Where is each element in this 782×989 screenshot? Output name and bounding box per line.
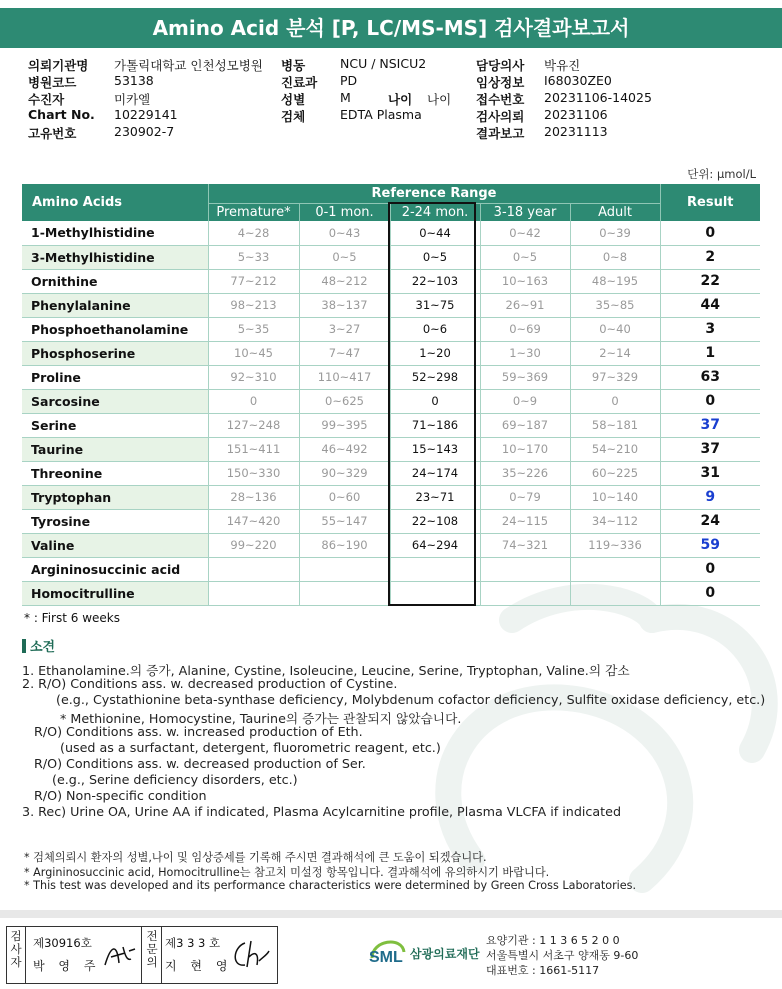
result-value: 0 xyxy=(660,581,760,605)
info-label: 임상정보 xyxy=(476,75,525,90)
report-title: Amino Acid 분석 [P, LC/MS-MS] 검사결과보고서 xyxy=(0,8,782,48)
info-label: 진료과 xyxy=(281,75,318,90)
reference-range-cell: 110~417 xyxy=(299,365,390,389)
age-value: 나이 xyxy=(427,92,452,107)
amino-acid-name: Ornithine xyxy=(22,269,208,293)
amino-acid-name: Taurine xyxy=(22,437,208,461)
reference-range-cell xyxy=(570,581,660,605)
reference-range-cell: 22~103 xyxy=(390,269,480,293)
report-notes xyxy=(24,849,636,894)
reference-range-cell: 0 xyxy=(390,389,480,413)
reference-range-cell: 69~187 xyxy=(480,413,570,437)
reference-range-cell: 147~420 xyxy=(208,509,299,533)
finding-line: R/O) Conditions ass. w. increased production of Eth. xyxy=(34,724,363,739)
unit-label: 단위: µmol/L xyxy=(687,167,756,181)
result-value: 2 xyxy=(660,245,760,269)
reference-range-cell: 35~226 xyxy=(480,461,570,485)
amino-acid-name: Phenylalanine xyxy=(22,293,208,317)
info-value: 20231106-14025 xyxy=(544,90,652,105)
reference-range-cell: 0~8 xyxy=(570,245,660,269)
reference-range-cell: 24~115 xyxy=(480,509,570,533)
reference-range-cell xyxy=(299,557,390,581)
info-value: 가톨릭대학교 인천성모병원 xyxy=(114,58,263,73)
reference-range-cell: 90~329 xyxy=(299,461,390,485)
reference-range-cell xyxy=(299,581,390,605)
reference-range-cell: 48~212 xyxy=(299,269,390,293)
lab-code: 요양기관 : 1 1 3 6 5 2 0 0 xyxy=(486,934,620,947)
finding-line: 2. R/O) Conditions ass. w. decreased production of Cystine. xyxy=(22,676,398,691)
signature-scribble xyxy=(229,937,271,973)
reference-range-cell: 74~321 xyxy=(480,533,570,557)
info-value: 20231106 xyxy=(544,107,608,122)
amino-acid-name: Sarcosine xyxy=(22,389,208,413)
result-value: 44 xyxy=(660,293,760,317)
signer-role-label: 검사자 xyxy=(10,929,22,969)
reference-range-cell: 54~210 xyxy=(570,437,660,461)
reference-range-cell: 59~369 xyxy=(480,365,570,389)
info-label: 검체 xyxy=(281,109,306,124)
reference-range-cell: 26~91 xyxy=(480,293,570,317)
reference-range-cell: 97~329 xyxy=(570,365,660,389)
reference-range-cell: 52~298 xyxy=(390,365,480,389)
lab-name: 삼광의료재단 xyxy=(410,947,480,961)
finding-line: (used as a surfactant, detergent, fluorometric reagent, etc.) xyxy=(60,740,441,755)
patient-info xyxy=(28,56,768,141)
reference-range-cell: 119~336 xyxy=(570,533,660,557)
finding-line: R/O) Non-specific condition xyxy=(34,788,207,803)
amino-acids-header: Amino Acids xyxy=(32,195,123,210)
result-value: 1 xyxy=(660,341,760,365)
reference-range-cell: 3~27 xyxy=(299,317,390,341)
result-value: 31 xyxy=(660,461,760,485)
reference-range-cell: 23~71 xyxy=(390,485,480,509)
reference-range-cell: 0 xyxy=(570,389,660,413)
note-line: * Argininosuccinic acid, Homocitrulline는 참고치 미설정 항목입니다. 결과해석에 유의하시기 바랍니다. xyxy=(24,866,550,879)
age-label: 나이 xyxy=(388,92,413,107)
result-value: 22 xyxy=(660,269,760,293)
amino-acid-name: Tyrosine xyxy=(22,509,208,533)
info-value: NCU / NSICU2 xyxy=(340,56,427,71)
info-value: 230902-7 xyxy=(114,124,175,139)
info-label: 수진자 xyxy=(28,92,65,107)
reference-range-cell: 0~6 xyxy=(390,317,480,341)
reference-range-cell: 0~69 xyxy=(480,317,570,341)
reference-range-cell: 10~170 xyxy=(480,437,570,461)
reference-range-cell: 98~213 xyxy=(208,293,299,317)
reference-range-cell: 86~190 xyxy=(299,533,390,557)
reference-range-cell: 0~5 xyxy=(390,245,480,269)
amino-acid-name: Proline xyxy=(22,365,208,389)
info-value: 박유진 xyxy=(544,58,581,73)
info-value: 10229141 xyxy=(114,107,178,122)
info-label: 접수번호 xyxy=(476,92,525,107)
amino-acid-name: Serine xyxy=(22,413,208,437)
reference-range-cell xyxy=(570,557,660,581)
reference-range-cell: 38~137 xyxy=(299,293,390,317)
signer-name: 박 영 주 xyxy=(33,959,101,973)
info-value: EDTA Plasma xyxy=(340,107,422,122)
finding-line: * Methionine, Homocystine, Taurine의 증가는 관찰되지 않았습니다. xyxy=(60,711,462,726)
reference-range-cell: 0~9 xyxy=(480,389,570,413)
highlighted-range-column xyxy=(388,202,476,606)
info-label: 검사의뢰 xyxy=(476,109,525,124)
reference-range-cell xyxy=(208,581,299,605)
result-value: 24 xyxy=(660,509,760,533)
reference-range-cell: 48~195 xyxy=(570,269,660,293)
range-header: 2-24 mon. xyxy=(390,203,480,221)
reference-range-cell: 24~174 xyxy=(390,461,480,485)
finding-line: 3. Rec) Urine OA, Urine AA if indicated, Plasma Acylcarnitine profile, Plasma VLCFA if indicated xyxy=(22,804,621,819)
reference-range-cell: 28~136 xyxy=(208,485,299,509)
reference-range-cell: 15~143 xyxy=(390,437,480,461)
result-value: 59 xyxy=(660,533,760,557)
finding-line: (e.g., Serine deficiency disorders, etc.) xyxy=(52,772,298,787)
amino-acid-name: Tryptophan xyxy=(22,485,208,509)
sml-logo-text: SML xyxy=(369,949,403,966)
divider xyxy=(161,927,162,983)
result-value: 0 xyxy=(660,389,760,413)
reference-range-cell: 60~225 xyxy=(570,461,660,485)
reference-range-cell xyxy=(480,581,570,605)
info-value: I68030ZE0 xyxy=(544,73,612,88)
reference-range-cell: 7~47 xyxy=(299,341,390,365)
signer-name: 지 현 영 xyxy=(165,959,233,973)
amino-acid-name: Phosphoethanolamine xyxy=(22,317,208,341)
info-label: 결과보고 xyxy=(476,126,525,141)
license-number: 제30916호 xyxy=(33,936,92,950)
amino-acid-name: Valine xyxy=(22,533,208,557)
info-label: 고유번호 xyxy=(28,126,77,141)
lab-phone: 대표번호 : 1661-5117 xyxy=(486,964,600,977)
info-label: 병동 xyxy=(281,58,306,73)
reference-range-cell: 58~181 xyxy=(570,413,660,437)
reference-range-cell: 55~147 xyxy=(299,509,390,533)
info-label: Chart No. xyxy=(28,107,95,122)
note-line: * This test was developed and its performance characteristics were determined by Green Cross Laboratories. xyxy=(24,879,637,892)
reference-range-cell: 0~43 xyxy=(299,221,390,245)
result-value: 0 xyxy=(660,221,760,245)
reference-range-cell xyxy=(208,557,299,581)
reference-range-cell: 5~33 xyxy=(208,245,299,269)
info-label: 의뢰기관명 xyxy=(28,58,89,73)
section-marker xyxy=(22,639,26,653)
reference-range-cell: 35~85 xyxy=(570,293,660,317)
reference-range-cell: 0 xyxy=(208,389,299,413)
amino-acid-name: 3-Methylhistidine xyxy=(22,245,208,269)
reference-range-cell: 5~35 xyxy=(208,317,299,341)
premature-note: * : First 6 weeks xyxy=(24,611,120,625)
reference-range-cell: 2~14 xyxy=(570,341,660,365)
reference-range-cell: 22~108 xyxy=(390,509,480,533)
reference-range-cell: 0~79 xyxy=(480,485,570,509)
amino-acid-name: Argininosuccinic acid xyxy=(22,557,208,581)
lab-address: 서울특별시 서초구 양재동 9-60 xyxy=(486,949,639,962)
findings-title: 소견 xyxy=(30,640,56,655)
reference-range-cell: 10~140 xyxy=(570,485,660,509)
result-value: 63 xyxy=(660,365,760,389)
info-value: M xyxy=(340,90,351,105)
reference-range-cell: 71~186 xyxy=(390,413,480,437)
reference-range-cell: 10~163 xyxy=(480,269,570,293)
result-header: Result xyxy=(660,184,760,221)
amino-acid-name: Phosphoserine xyxy=(22,341,208,365)
reference-range-cell: 0~5 xyxy=(480,245,570,269)
reference-range-cell: 31~75 xyxy=(390,293,480,317)
reference-range-cell: 0~39 xyxy=(570,221,660,245)
result-value: 9 xyxy=(660,485,760,509)
range-header: Premature* xyxy=(208,203,299,221)
range-header: 3-18 year xyxy=(480,203,570,221)
reference-range-cell: 0~5 xyxy=(299,245,390,269)
reference-range-cell: 10~45 xyxy=(208,341,299,365)
result-value: 37 xyxy=(660,437,760,461)
reference-range-cell: 77~212 xyxy=(208,269,299,293)
reference-range-cell xyxy=(480,557,570,581)
info-label: 병원코드 xyxy=(28,75,77,90)
signature-scribble xyxy=(101,941,137,971)
finding-line: 1. Ethanolamine.의 증가, Alanine, Cystine, Isoleucine, Leucine, Serine, Tryptophan, Valine.의 감소 xyxy=(22,663,630,678)
reference-range-cell: 4~28 xyxy=(208,221,299,245)
info-label: 성별 xyxy=(281,92,306,107)
reference-range-cell: 0~42 xyxy=(480,221,570,245)
divider xyxy=(141,927,142,983)
result-value: 0 xyxy=(660,557,760,581)
reference-range-cell: 150~330 xyxy=(208,461,299,485)
amino-acid-name: Threonine xyxy=(22,461,208,485)
info-value: 53138 xyxy=(114,73,154,88)
footer-separator xyxy=(0,910,782,918)
info-label: 담당의사 xyxy=(476,58,525,73)
lab-contact xyxy=(486,933,638,978)
result-value: 37 xyxy=(660,413,760,437)
result-value: 3 xyxy=(660,317,760,341)
finding-line: R/O) Conditions ass. w. decreased production of Ser. xyxy=(34,756,366,771)
info-value: 미카엘 xyxy=(114,92,151,107)
reference-range-cell: 0~40 xyxy=(570,317,660,341)
info-value: PD xyxy=(340,73,358,88)
reference-range-cell: 0~44 xyxy=(390,221,480,245)
sml-logo xyxy=(366,930,408,972)
divider xyxy=(25,927,26,983)
findings-heading xyxy=(22,636,55,655)
note-line: * 검체의뢰시 환자의 성별,나이 및 임상증세를 기록해 주시면 결과해석에 큰 도움이 되겠습니다. xyxy=(24,851,487,864)
reference-range-cell: 0~60 xyxy=(299,485,390,509)
reference-range-cell: 34~112 xyxy=(570,509,660,533)
finding-line: (e.g., Cystathionine beta-synthase deficiency, Molybdenum cofactor deficiency, Sulfite oxidase deficiency, etc.) xyxy=(56,692,766,707)
info-value: 20231113 xyxy=(544,124,608,139)
signature-box xyxy=(6,926,278,984)
reference-range-cell: 64~294 xyxy=(390,533,480,557)
signer-role-label: 전문의 xyxy=(146,929,158,969)
reference-range-cell: 151~411 xyxy=(208,437,299,461)
reference-range-cell: 0~625 xyxy=(299,389,390,413)
reference-range-cell: 92~310 xyxy=(208,365,299,389)
amino-acid-name: 1-Methylhistidine xyxy=(22,221,208,245)
reference-range-cell: 99~395 xyxy=(299,413,390,437)
range-header: 0-1 mon. xyxy=(299,203,390,221)
amino-acid-name: Homocitrulline xyxy=(22,581,208,605)
reference-range-cell: 99~220 xyxy=(208,533,299,557)
license-number: 제3 3 3 호 xyxy=(165,936,221,950)
reference-range-cell: 127~248 xyxy=(208,413,299,437)
reference-range-cell: 1~30 xyxy=(480,341,570,365)
reference-range-cell: 1~20 xyxy=(390,341,480,365)
reference-range-header: Reference Range xyxy=(208,184,660,203)
reference-range-cell: 46~492 xyxy=(299,437,390,461)
range-header: Adult xyxy=(570,203,660,221)
